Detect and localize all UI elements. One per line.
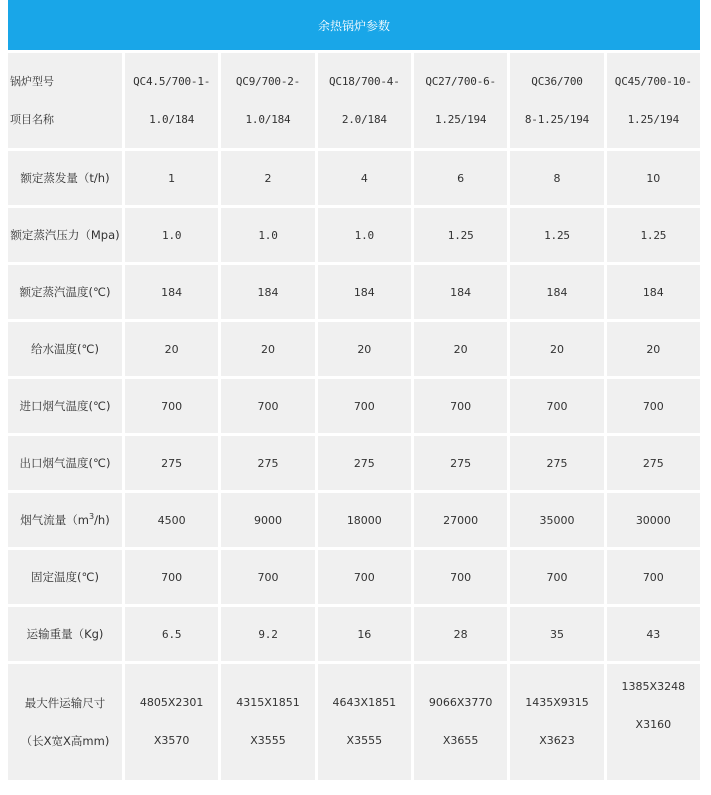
params-table — [5, 50, 703, 783]
row-label — [8, 493, 122, 547]
row-label: 进口烟气温度(℃) — [8, 379, 122, 433]
model-line1: QC45/700-10- — [614, 74, 692, 88]
row-label-line1: 最大件运输尺寸 — [24, 696, 106, 710]
table-cell: 20 — [510, 322, 603, 376]
table-cell: 9000 — [221, 493, 314, 547]
table-cell — [318, 664, 411, 780]
table-cell: 27000 — [414, 493, 507, 547]
model-line1: QC9/700-2- — [235, 74, 301, 88]
table-cell: 4 — [318, 151, 411, 205]
cell-line2: X3160 — [635, 718, 672, 731]
table-cell: 4500 — [125, 493, 218, 547]
table-cell: 184 — [318, 265, 411, 319]
table-cell: 35 — [510, 607, 603, 661]
table-row-dimensions — [8, 664, 700, 780]
table-cell: 20 — [318, 322, 411, 376]
model-line2: 1.0/184 — [245, 112, 291, 126]
model-line2: 8-1.25/194 — [524, 112, 590, 126]
table-cell: 20 — [607, 322, 700, 376]
table-cell: 184 — [607, 265, 700, 319]
row-label-post: /h) — [94, 513, 110, 527]
table-cell — [221, 664, 314, 780]
table-cell: 700 — [414, 379, 507, 433]
table-cell: 20 — [125, 322, 218, 376]
table-cell: 184 — [510, 265, 603, 319]
table-row — [8, 436, 700, 490]
table-cell: 700 — [125, 379, 218, 433]
table-cell: 700 — [414, 550, 507, 604]
table-cell: 8 — [510, 151, 603, 205]
header-label-item: 项目名称 — [10, 112, 54, 126]
model-cell — [510, 53, 603, 148]
table-cell: 700 — [510, 379, 603, 433]
cell-line1: 4805X2301 — [139, 696, 204, 709]
table-row — [8, 151, 700, 205]
cell-line1: 9066X3770 — [428, 696, 493, 709]
row-label: 额定蒸汽温度(℃) — [8, 265, 122, 319]
row-label-pre: 烟气流量（m — [20, 513, 89, 527]
table-cell: 1 — [125, 151, 218, 205]
cell-line1: 4643X1851 — [332, 696, 397, 709]
table-cell: 275 — [125, 436, 218, 490]
cell-line1: 1385X3248 — [621, 680, 686, 693]
row-label: 运输重量（Kg) — [8, 607, 122, 661]
table-cell: 275 — [607, 436, 700, 490]
row-label: 额定蒸汽压力（Mpa) — [8, 208, 122, 262]
cell-line1: 4315X1851 — [236, 696, 300, 709]
row-label-line2: （长X宽X高mm) — [20, 734, 110, 748]
table-cell: 6 — [414, 151, 507, 205]
table-cell: 275 — [221, 436, 314, 490]
header-label-model: 锅炉型号 — [10, 74, 54, 88]
table-title: 余热锅炉参数 — [8, 0, 700, 50]
table-row — [8, 493, 700, 547]
cell-line2: X3555 — [346, 734, 383, 747]
cell-line2: X3655 — [442, 734, 479, 747]
table-cell: 20 — [221, 322, 314, 376]
table-cell: 10 — [607, 151, 700, 205]
table-cell: 1.0 — [318, 208, 411, 262]
table-cell: 2 — [221, 151, 314, 205]
model-line2: 1.25/194 — [434, 112, 487, 126]
table-row — [8, 322, 700, 376]
cell-line1: 1435X9315 — [525, 696, 589, 709]
table-row — [8, 265, 700, 319]
table-cell: 275 — [510, 436, 603, 490]
row-label-sup: 3 — [88, 512, 95, 522]
row-label: 给水温度(℃) — [8, 322, 122, 376]
table-row — [8, 379, 700, 433]
table-cell — [607, 664, 700, 780]
table-cell: 6.5 — [125, 607, 218, 661]
table-cell: 700 — [318, 550, 411, 604]
model-cell — [221, 53, 314, 148]
table-cell: 16 — [318, 607, 411, 661]
table-cell: 43 — [607, 607, 700, 661]
model-line1: QC4.5/700-1- — [133, 74, 211, 88]
model-cell — [318, 53, 411, 148]
table-cell: 30000 — [607, 493, 700, 547]
model-line2: 1.0/184 — [149, 112, 195, 126]
table-cell: 20 — [414, 322, 507, 376]
table-cell: 184 — [125, 265, 218, 319]
table-cell: 700 — [510, 550, 603, 604]
table-cell: 1.0 — [125, 208, 218, 262]
table-cell: 18000 — [318, 493, 411, 547]
model-line2: 2.0/184 — [341, 112, 387, 126]
row-label: 固定温度(℃) — [8, 550, 122, 604]
header-row — [8, 53, 700, 148]
table-cell: 184 — [221, 265, 314, 319]
row-label: 出口烟气温度(℃) — [8, 436, 122, 490]
table-cell: 700 — [607, 379, 700, 433]
table-cell: 275 — [414, 436, 507, 490]
boiler-params-panel — [8, 0, 700, 783]
table-cell: 700 — [318, 379, 411, 433]
table-cell: 700 — [607, 550, 700, 604]
model-line2: 1.25/194 — [627, 112, 680, 126]
table-cell: 184 — [414, 265, 507, 319]
model-cell — [125, 53, 218, 148]
table-cell: 35000 — [510, 493, 603, 547]
cell-line2: X3623 — [539, 734, 575, 747]
row-label: 额定蒸发量（t/h) — [8, 151, 122, 205]
model-line1: QC36/700 — [531, 74, 583, 88]
row-label — [8, 664, 122, 780]
table-cell — [414, 664, 507, 780]
table-cell — [125, 664, 218, 780]
table-row — [8, 208, 700, 262]
table-cell: 1.0 — [221, 208, 314, 262]
table-cell: 28 — [414, 607, 507, 661]
table-cell: 1.25 — [510, 208, 603, 262]
table-cell: 1.25 — [414, 208, 507, 262]
model-line1: QC27/700-6- — [425, 74, 496, 88]
table-cell: 700 — [221, 550, 314, 604]
table-row — [8, 607, 700, 661]
table-cell: 700 — [221, 379, 314, 433]
table-row — [8, 550, 700, 604]
cell-line2: X3570 — [153, 734, 190, 747]
cell-line2: X3555 — [250, 734, 286, 747]
table-cell — [510, 664, 603, 780]
model-line1: QC18/700-4- — [328, 74, 400, 88]
model-cell — [414, 53, 507, 148]
model-cell — [607, 53, 700, 148]
table-cell: 700 — [125, 550, 218, 604]
table-cell: 275 — [318, 436, 411, 490]
table-cell: 1.25 — [607, 208, 700, 262]
table-cell: 9.2 — [221, 607, 314, 661]
header-label-cell — [8, 53, 122, 148]
